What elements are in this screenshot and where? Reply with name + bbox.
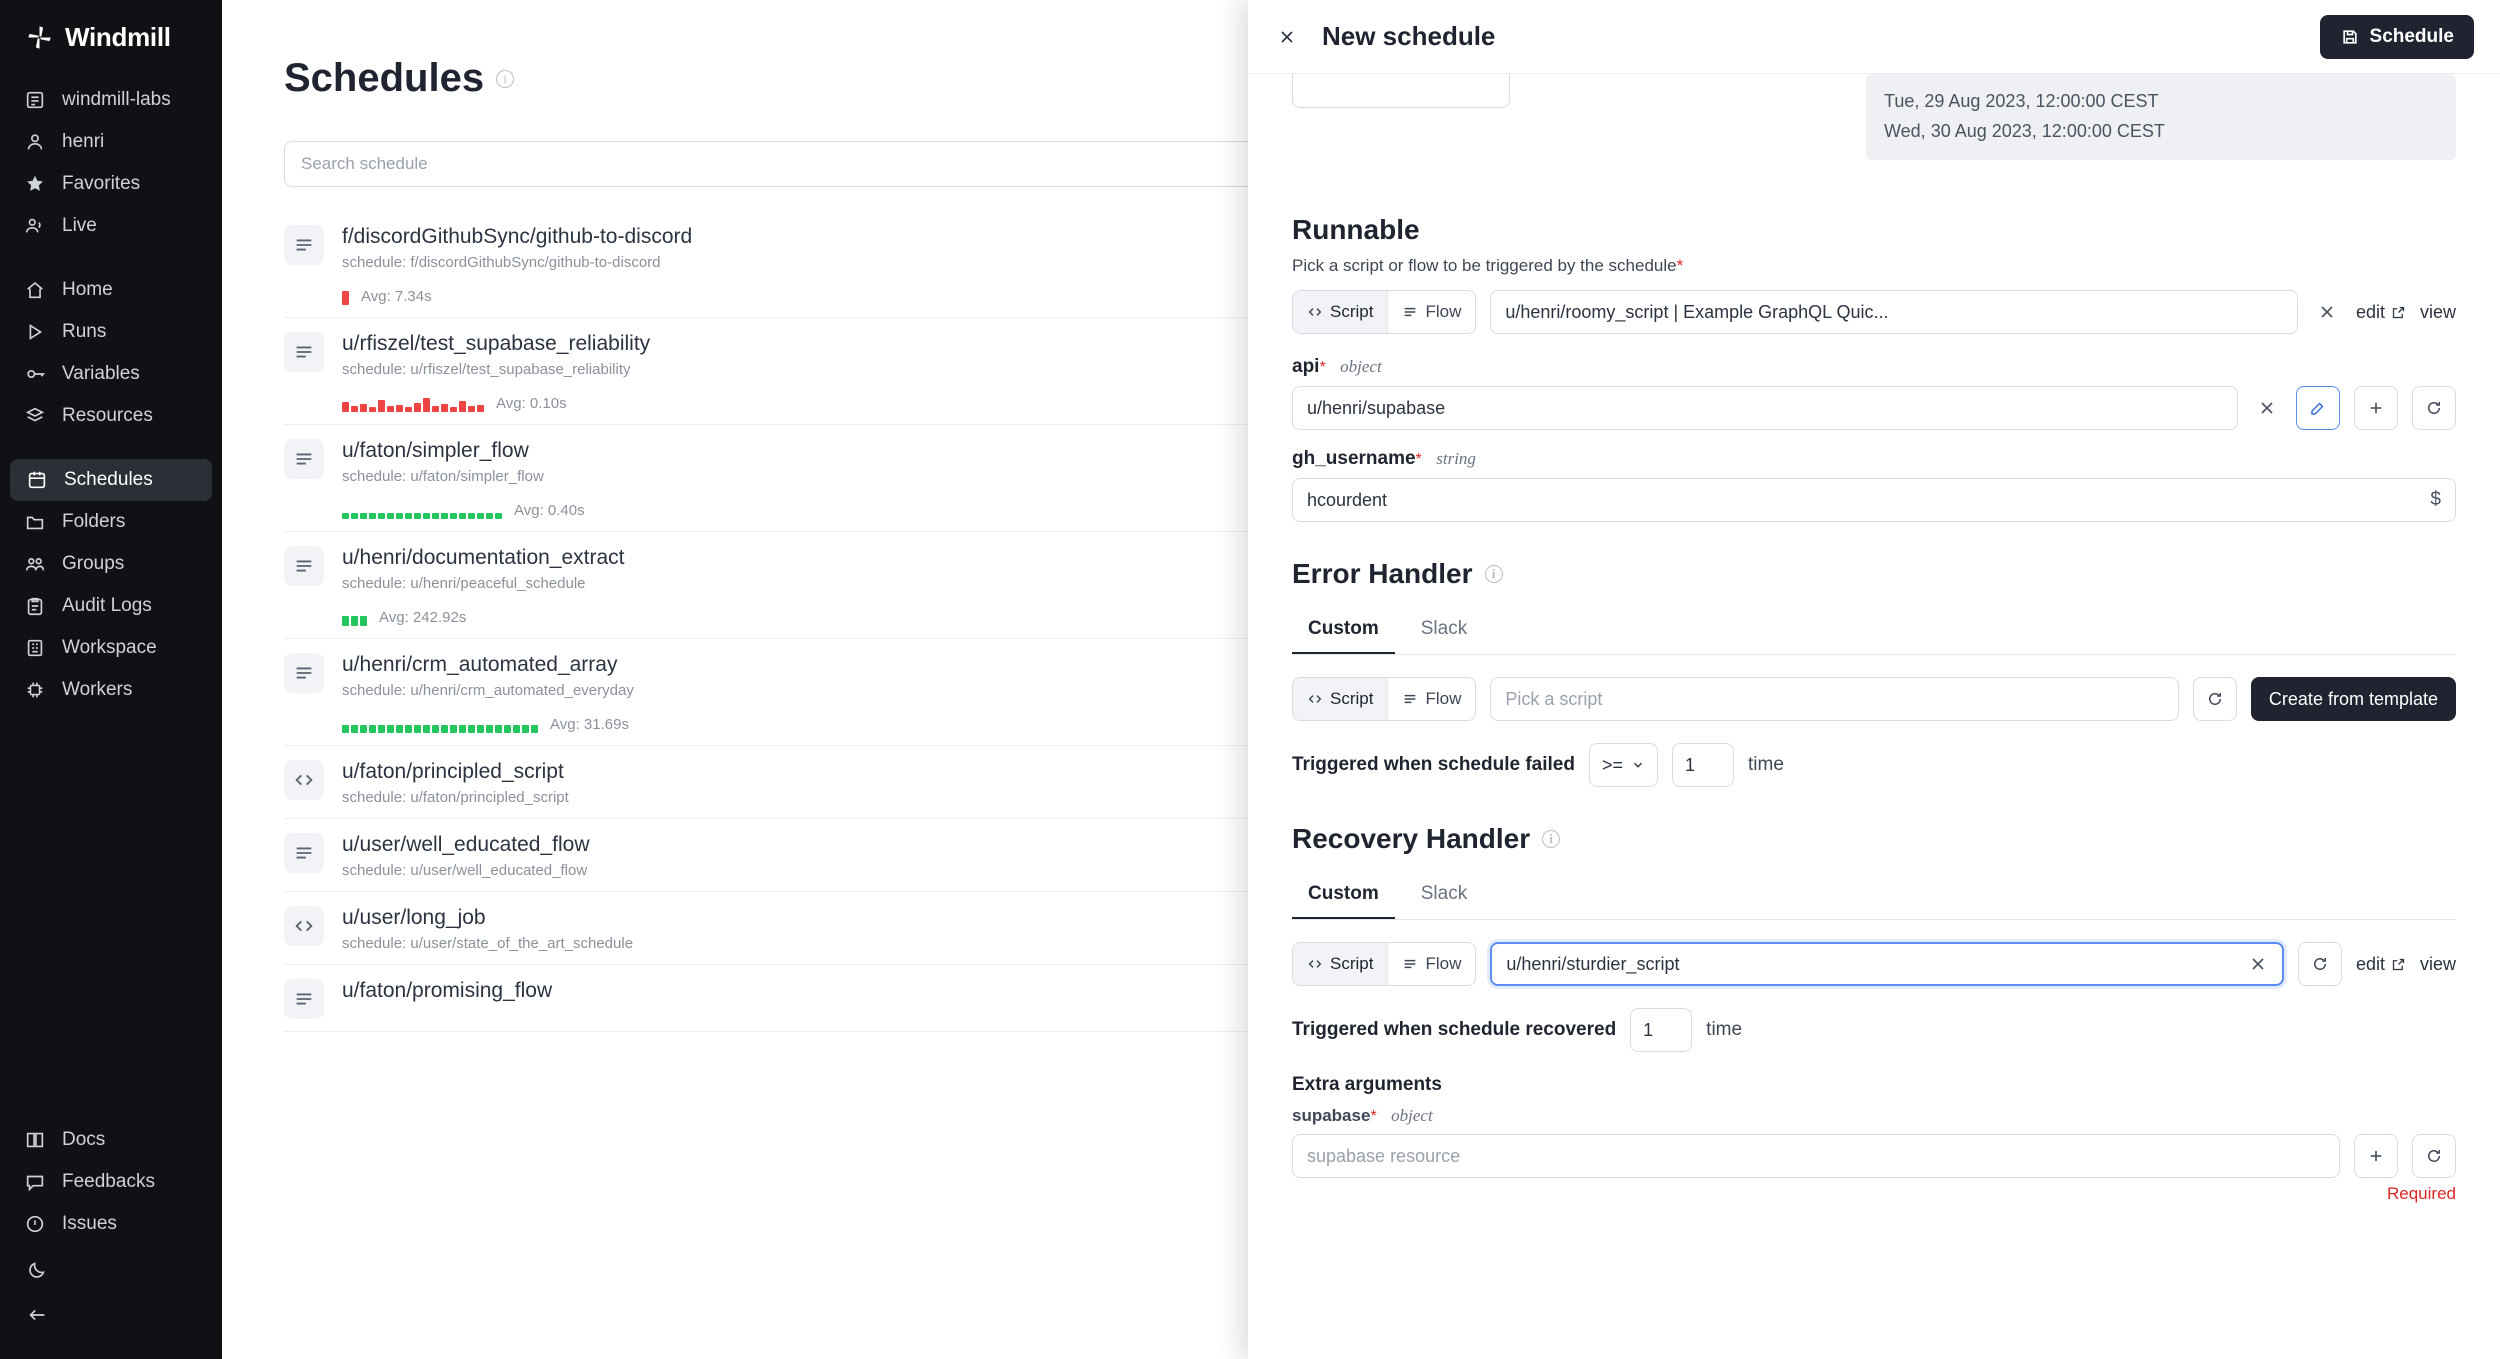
plus-icon [2367, 399, 2385, 417]
collapse-sidebar-button[interactable] [0, 1290, 222, 1345]
arg-api-row [1292, 386, 2456, 430]
error-handler-section [1292, 558, 2456, 787]
runnable-script-label: Script [1330, 302, 1374, 321]
sidebar-item-folders[interactable] [0, 501, 222, 543]
flow-icon [284, 439, 324, 479]
arg-gh-username-name: gh_username [1292, 448, 1416, 469]
runnable-view-link[interactable] [2420, 302, 2456, 323]
schedule-sub: schedule: u/faton/simpler_flow [342, 468, 544, 485]
sidebar-user-label: henri [62, 131, 105, 152]
recovery-handler-section [1292, 823, 2456, 1204]
schedule-path: u/henri/documentation_extract [342, 546, 625, 569]
arg-gh-username-type: string [1436, 449, 1476, 468]
sidebar-item-label: Schedules [64, 469, 153, 490]
play-icon [24, 321, 46, 343]
recovery-handler-picker-value: u/henri/sturdier_script [1506, 953, 1680, 974]
sidebar-item-variables[interactable] [0, 353, 222, 395]
recovery-edit-label: edit [2355, 953, 2385, 974]
schedule-sub: schedule: u/faton/principled_script [342, 789, 569, 806]
sidebar-workspace-label: windmill-labs [62, 89, 171, 110]
code-icon [1307, 304, 1323, 320]
close-icon [2257, 398, 2277, 418]
flow-icon [284, 332, 324, 372]
schedule-sub: schedule: u/henri/peaceful_schedule [342, 575, 586, 592]
variable-icon[interactable]: $ [2430, 489, 2441, 510]
runnable-edit-label: edit [2355, 301, 2385, 322]
sidebar-item-label: Issues [62, 1213, 117, 1234]
arg-api-input[interactable] [1292, 386, 2238, 430]
save-icon [2340, 27, 2360, 47]
schedule-avg: Avg: 31.69s [550, 716, 629, 733]
recovery-trigger-row [1292, 1008, 2456, 1052]
tab-error-custom[interactable]: Custom [1292, 608, 1395, 654]
sidebar [0, 0, 222, 1359]
recovery-handler-kind-toggle [1292, 942, 1476, 986]
recovery-handler-flow-label: Flow [1425, 954, 1462, 973]
runnable-kind-toggle [1292, 290, 1476, 334]
error-handler-heading [1292, 558, 2456, 590]
sidebar-item-label: Docs [62, 1129, 106, 1150]
recovery-handler-picker-input[interactable] [1490, 942, 2284, 986]
sidebar-item-label: Home [62, 279, 113, 300]
flow-icon [284, 225, 324, 265]
preview-line-1: Tue, 29 Aug 2023, 12:00:00 CEST [1884, 91, 2159, 111]
sidebar-item-docs[interactable] [0, 1119, 222, 1161]
brand[interactable] [0, 18, 222, 79]
flow-icon [284, 979, 324, 1019]
extra-arg-supabase-row [1292, 1134, 2456, 1178]
arg-api-name: api [1292, 356, 1320, 377]
calendar-icon [26, 469, 48, 491]
sidebar-item-label: Workers [62, 679, 133, 700]
schedule-sub: schedule: f/discordGithubSync/github-to-discord [342, 254, 661, 271]
schedule-path: u/faton/promising_flow [342, 979, 553, 1002]
schedule-sub: schedule: u/rfiszel/test_supabase_reliability [342, 361, 631, 378]
extra-arguments-label: Extra arguments [1292, 1074, 1442, 1095]
refresh-icon [2425, 399, 2443, 417]
sidebar-item-label: Groups [62, 553, 125, 574]
folder-icon [24, 511, 46, 533]
create-from-template-button[interactable]: Create from template [2251, 677, 2456, 721]
error-trigger-label: Triggered when schedule failed [1292, 754, 1575, 775]
book-icon [24, 1129, 46, 1151]
nav-divider-2 [0, 437, 222, 459]
runnable-clear-button[interactable] [2312, 297, 2342, 327]
schedule-preview [1866, 74, 2456, 160]
recovery-trigger-time-label: time [1706, 1019, 1743, 1040]
runnable-flow-label: Flow [1425, 302, 1462, 321]
building-icon [24, 89, 46, 111]
page-title: Schedules [284, 56, 485, 100]
runs-sparkline [342, 390, 484, 412]
sidebar-item-label: Resources [62, 405, 153, 426]
arg-api-type: object [1340, 357, 1382, 376]
runnable-picker-value: u/henri/roomy_script | Example GraphQL Quic... [1505, 301, 1889, 322]
user-icon [24, 131, 46, 153]
code-icon [1307, 691, 1323, 707]
brand-name: Windmill [65, 22, 171, 52]
required-note: Required [2387, 1184, 2456, 1203]
schedule-sub: schedule: u/henri/crm_automated_everyday [342, 682, 634, 699]
extra-arg-supabase-input[interactable] [1292, 1134, 2340, 1178]
flow-icon [1402, 304, 1418, 320]
runnable-edit-link[interactable] [2356, 302, 2406, 323]
schedule-path: u/rfiszel/test_supabase_reliability [342, 332, 651, 355]
chat-icon [24, 1171, 46, 1193]
flow-icon [284, 546, 324, 586]
sidebar-item-label: Audit Logs [62, 595, 152, 616]
clipboard-icon [24, 595, 46, 617]
arg-gh-username-label-row: gh_username* string [1292, 448, 1476, 469]
runs-sparkline [342, 604, 367, 626]
drawer-header [1248, 0, 2500, 74]
plus-icon [2367, 1147, 2385, 1165]
runs-sparkline [342, 711, 538, 733]
script-icon [284, 906, 324, 946]
home-icon [24, 279, 46, 301]
error-trigger-operator-value: >= [1601, 754, 1623, 775]
arg-gh-username [1292, 448, 2456, 522]
close-icon [2317, 302, 2337, 322]
external-link-icon [2391, 957, 2406, 972]
arg-api-refresh-button[interactable] [2412, 386, 2456, 430]
info-icon[interactable]: i [496, 70, 514, 88]
extra-arg-supabase-placeholder: supabase resource [1307, 1145, 1461, 1166]
sidebar-bottom [0, 1119, 222, 1359]
clear-icon[interactable] [2248, 954, 2268, 974]
windmill-logo-icon [26, 24, 53, 51]
error-handler-refresh-button[interactable] [2193, 677, 2237, 721]
runnable-flow-tab[interactable] [1387, 291, 1475, 333]
recovery-handler-script-label: Script [1330, 954, 1374, 973]
runnable-script-tab[interactable] [1293, 291, 1387, 333]
sidebar-item-workspace[interactable] [0, 627, 222, 669]
extra-arg-supabase-refresh-button[interactable] [2412, 1134, 2456, 1178]
sidebar-item-label: Folders [62, 511, 126, 532]
schedule-button-label: Schedule [2369, 25, 2454, 47]
arg-api-value: u/henri/supabase [1307, 397, 1446, 418]
refresh-icon [2425, 1147, 2443, 1165]
arg-gh-username-input[interactable] [1292, 478, 2456, 522]
schedule-path: u/faton/principled_script [342, 760, 564, 783]
flow-icon [284, 833, 324, 873]
recovery-trigger-label: Triggered when schedule recovered [1292, 1019, 1617, 1040]
sidebar-item-groups[interactable] [0, 543, 222, 585]
schedule-sub: schedule: u/user/state_of_the_art_schedule [342, 935, 634, 952]
drawer-title: New schedule [1322, 21, 1496, 51]
sidebar-item-label: Live [62, 215, 97, 236]
sidebar-item-schedules[interactable] [10, 459, 212, 501]
recovery-handler-title: Recovery Handler [1292, 823, 1531, 854]
schedule-button[interactable] [2320, 15, 2474, 59]
recovery-handler-tabs [1292, 873, 2456, 920]
runnable-hint-text: Pick a script or flow to be triggered by the schedule [1292, 256, 1677, 275]
sidebar-item-runs[interactable] [0, 311, 222, 353]
pencil-icon [2309, 399, 2327, 417]
info-icon[interactable]: i [1485, 565, 1503, 583]
error-handler-script-label: Script [1330, 689, 1374, 708]
sidebar-item-workers[interactable] [0, 669, 222, 711]
error-handler-tabs [1292, 608, 2456, 655]
sidebar-item-audit-logs[interactable] [0, 585, 222, 627]
building-icon [24, 637, 46, 659]
users-icon [24, 215, 46, 237]
schedule-path: u/user/long_job [342, 906, 486, 929]
extra-arguments-block [1292, 1074, 2456, 1204]
schedule-avg: Avg: 0.10s [496, 395, 567, 412]
star-icon [24, 173, 46, 195]
extra-arg-supabase-label-row: supabase* object [1292, 1106, 1433, 1125]
error-handler-kind-toggle [1292, 677, 1476, 721]
recovery-handler-refresh-button[interactable] [2298, 942, 2342, 986]
tab-recovery-custom[interactable]: Custom [1292, 873, 1395, 919]
recovery-handler-flow-tab[interactable] [1387, 943, 1475, 985]
schedule-path: u/henri/crm_automated_array [342, 653, 618, 676]
arg-gh-username-value: hcourdent [1307, 489, 1388, 510]
recovery-view-label: view [2419, 953, 2456, 974]
error-trigger-row [1292, 743, 2456, 787]
tab-error-slack[interactable]: Slack [1420, 618, 1468, 639]
cpu-icon [24, 679, 46, 701]
sidebar-item-label: Runs [62, 321, 107, 342]
alert-icon [24, 1213, 46, 1235]
schedule-path: u/user/well_educated_flow [342, 833, 590, 856]
sidebar-item-feedbacks[interactable] [0, 1161, 222, 1203]
error-handler-picker-input[interactable] [1490, 677, 2179, 721]
drawer-body [1248, 74, 2500, 1359]
runs-sparkline [342, 283, 349, 305]
recovery-handler-script-tab[interactable] [1293, 943, 1387, 985]
sidebar-item-resources[interactable] [0, 395, 222, 437]
close-icon [1277, 27, 1297, 47]
arg-api-clear-button[interactable] [2252, 393, 2282, 423]
flow-icon [284, 653, 324, 693]
preview-line-2: Wed, 30 Aug 2023, 12:00:00 CEST [1884, 121, 2165, 141]
extra-arg-supabase-add-button[interactable] [2354, 1134, 2398, 1178]
theme-toggle[interactable] [0, 1245, 222, 1290]
group-icon [24, 553, 46, 575]
recovery-handler-picker-row [1292, 942, 2456, 986]
arg-api-label-row: api* object [1292, 356, 1382, 377]
error-trigger-count-value: 1 [1685, 754, 1696, 775]
error-handler-script-tab[interactable] [1293, 678, 1387, 720]
schedule-sub: schedule: u/user/well_educated_flow [342, 862, 588, 879]
close-button[interactable] [1270, 20, 1304, 54]
error-handler-title: Error Handler [1292, 558, 1473, 589]
error-trigger-count-input[interactable] [1672, 743, 1734, 787]
schedule-path: f/discordGithubSync/github-to-discord [342, 225, 693, 248]
recovery-trigger-count-input[interactable] [1630, 1008, 1692, 1052]
info-icon[interactable]: i [1542, 830, 1560, 848]
schedule-avg: Avg: 7.34s [361, 288, 432, 305]
cron-input-partial[interactable] [1292, 74, 1510, 108]
search-placeholder: Search schedule [301, 154, 428, 173]
runnable-picker-row [1292, 290, 2456, 334]
refresh-icon [2206, 690, 2224, 708]
schedule-avg: Avg: 242.92s [379, 609, 467, 626]
recovery-handler-heading [1292, 823, 2456, 855]
script-icon [284, 760, 324, 800]
sidebar-item-user[interactable] [0, 121, 222, 163]
arg-gh-username-row [1292, 478, 2456, 522]
recovery-view-link[interactable] [2420, 954, 2456, 975]
error-handler-picker-row [1292, 677, 2456, 721]
sidebar-item-label: Feedbacks [62, 1171, 155, 1192]
stack-icon [24, 405, 46, 427]
flow-icon [1402, 691, 1418, 707]
chevron-down-icon [1631, 758, 1645, 772]
recovery-trigger-count-value: 1 [1643, 1019, 1654, 1040]
sidebar-item-label: Workspace [62, 637, 157, 658]
sidebar-item-label: Favorites [62, 173, 141, 194]
error-handler-picker-placeholder: Pick a script [1505, 688, 1603, 709]
arrow-left-icon [26, 1304, 48, 1326]
error-trigger-operator-select[interactable] [1589, 743, 1658, 787]
sidebar-item-workspace-selector[interactable] [0, 79, 222, 121]
key-icon [24, 363, 46, 385]
sidebar-item-home[interactable] [0, 269, 222, 311]
nav-divider-1 [0, 247, 222, 269]
code-icon [1307, 956, 1323, 972]
sidebar-item-label: Variables [62, 363, 140, 384]
arg-api-add-button[interactable] [2354, 386, 2398, 430]
runnable-view-label: view [2419, 301, 2456, 322]
error-handler-flow-tab[interactable] [1387, 678, 1475, 720]
schedule-avg: Avg: 0.40s [514, 502, 585, 519]
runnable-hint: Pick a script or flow to be triggered by the schedule* [1292, 256, 1684, 275]
external-link-icon [2391, 305, 2406, 320]
error-trigger-time-label: time [1748, 754, 1784, 775]
flow-icon [1402, 956, 1418, 972]
extra-arg-supabase-type: object [1391, 1106, 1433, 1125]
extra-arg-supabase-name: supabase [1292, 1106, 1371, 1125]
schedule-path: u/faton/simpler_flow [342, 439, 529, 462]
arg-api-edit-button[interactable] [2296, 386, 2340, 430]
arg-api [1292, 356, 2456, 430]
moon-icon [26, 1259, 48, 1281]
runs-sparkline [342, 497, 502, 519]
new-schedule-drawer [1248, 0, 2500, 1359]
sidebar-item-favorites[interactable] [0, 163, 222, 205]
refresh-icon [2311, 955, 2329, 973]
sidebar-item-live[interactable] [0, 205, 222, 247]
runnable-heading: Runnable [1292, 214, 1420, 245]
runnable-picker-input[interactable] [1490, 290, 2298, 334]
sidebar-item-issues[interactable] [0, 1203, 222, 1245]
error-handler-flow-label: Flow [1425, 689, 1462, 708]
recovery-edit-link[interactable] [2356, 954, 2406, 975]
tab-recovery-slack[interactable]: Slack [1420, 883, 1468, 904]
